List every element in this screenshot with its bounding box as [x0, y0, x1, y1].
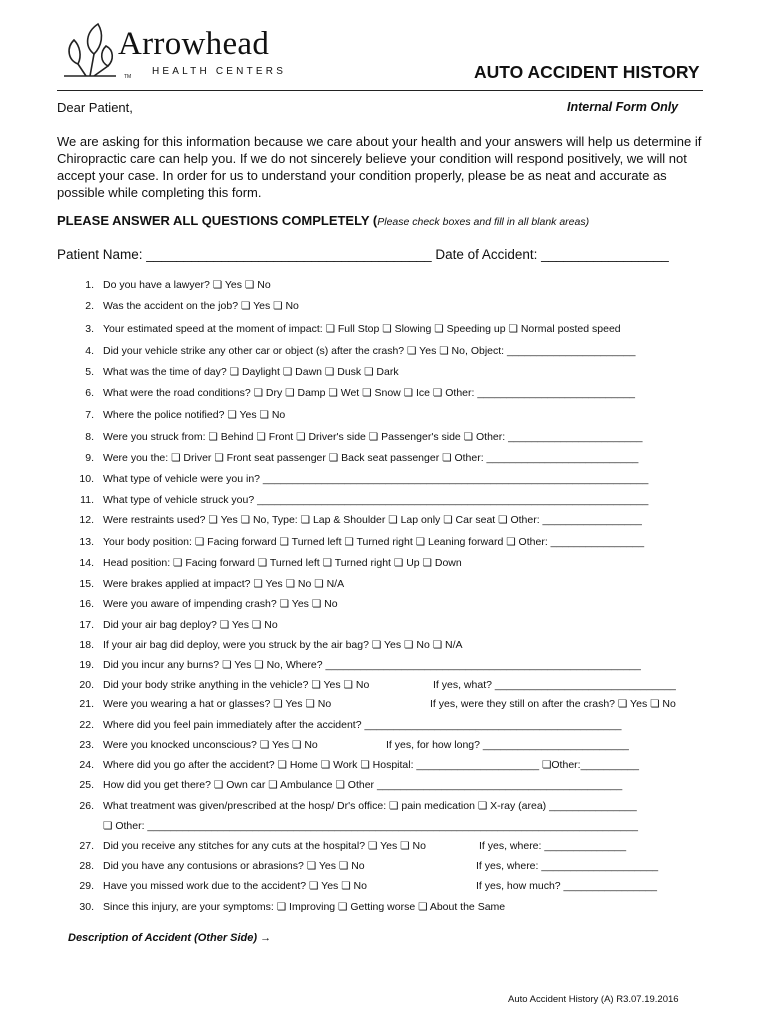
- brand-subtitle: HEALTH CENTERS: [152, 66, 287, 77]
- question-text[interactable]: Where did you feel pain immediately after the accident? ____________________________________________: [103, 719, 622, 731]
- question-text[interactable]: Were restraints used? ❏ Yes ❏ No, Type: ❏ Lap & Shoulder ❏ Lap only ❏ Car seat ❏ Other: _________________: [103, 514, 642, 526]
- leaf-logo-icon: [60, 20, 120, 80]
- question-text[interactable]: What type of vehicle were you in? __________________________________________________________________: [103, 473, 649, 485]
- question-number: 3.: [85, 323, 94, 335]
- question-number: 26.: [79, 800, 94, 812]
- question-text[interactable]: ❏ Other: ____________________________________________________________________________________: [103, 820, 638, 832]
- form-version-footer: Auto Accident History (A) R3.07.19.2016: [508, 994, 679, 1005]
- question-number: 1.: [85, 279, 94, 291]
- question-text[interactable]: Were brakes applied at impact? ❏ Yes ❏ No ❏ N/A: [103, 578, 345, 590]
- question-number: 12.: [79, 514, 94, 526]
- question-number: 27.: [79, 840, 94, 852]
- question-text[interactable]: Did you have any contusions or abrasions? ❏ Yes ❏ No: [103, 860, 365, 872]
- question-number: 14.: [79, 557, 94, 569]
- question-text[interactable]: Did your vehicle strike any other car or object (s) after the crash? ❏ Yes ❏ No, Object: ______________________: [103, 345, 636, 357]
- question-text[interactable]: If your air bag did deploy, were you struck by the air bag? ❏ Yes ❏ No ❏ N/A: [103, 639, 463, 651]
- question-number: 19.: [79, 659, 94, 671]
- question-number: 5.: [85, 366, 94, 378]
- trademark: TM: [124, 74, 132, 80]
- question-followup[interactable]: If yes, were they still on after the crash? ❏ Yes ❏ No: [430, 698, 676, 710]
- question-text[interactable]: What treatment was given/prescribed at the hosp/ Dr's office: ❏ pain medication ❏ X-ray (area) _______________: [103, 800, 637, 812]
- question-number: 4.: [85, 345, 94, 357]
- question-text[interactable]: Where the police notified? ❏ Yes ❏ No: [103, 409, 286, 421]
- description-note: Description of Accident (Other Side) →: [68, 932, 272, 944]
- header-divider: [57, 90, 703, 91]
- greeting: Dear Patient,: [57, 100, 133, 115]
- question-text[interactable]: Were you wearing a hat or glasses? ❏ Yes ❏ No: [103, 698, 332, 710]
- question-number: 23.: [79, 739, 94, 751]
- question-number: 22.: [79, 719, 94, 731]
- question-text[interactable]: Have you missed work due to the accident? ❏ Yes ❏ No: [103, 880, 367, 892]
- question-text[interactable]: What were the road conditions? ❏ Dry ❏ Damp ❏ Wet ❏ Snow ❏ Ice ❏ Other: ___________________________: [103, 387, 636, 399]
- question-number: 7.: [85, 409, 94, 421]
- question-followup[interactable]: If yes, where: ______________: [479, 840, 627, 852]
- question-text[interactable]: Since this injury, are your symptoms: ❏ Improving ❏ Getting worse ❏ About the Same: [103, 901, 506, 913]
- question-number: 30.: [79, 901, 94, 913]
- question-text[interactable]: Was the accident on the job? ❏ Yes ❏ No: [103, 300, 299, 312]
- question-followup[interactable]: If yes, what? _______________________________: [433, 679, 676, 691]
- question-text[interactable]: Do you have a lawyer? ❏ Yes ❏ No: [103, 279, 271, 291]
- question-text[interactable]: What type of vehicle struck you? ___________________________________________________________________: [103, 494, 649, 506]
- question-number: 28.: [79, 860, 94, 872]
- question-text[interactable]: Did your air bag deploy? ❏ Yes ❏ No: [103, 619, 278, 631]
- question-number: 29.: [79, 880, 94, 892]
- question-followup[interactable]: If yes, for how long? _________________________: [386, 739, 629, 751]
- instructions: [57, 213, 589, 228]
- question-followup[interactable]: If yes, where: ____________________: [476, 860, 659, 872]
- form-title: AUTO ACCIDENT HISTORY: [474, 62, 700, 82]
- question-number: 16.: [79, 598, 94, 610]
- internal-note: Internal Form Only: [567, 100, 679, 114]
- question-text[interactable]: Did your body strike anything in the vehicle? ❏ Yes ❏ No: [103, 679, 370, 691]
- question-text[interactable]: What was the time of day? ❏ Daylight ❏ Dawn ❏ Dusk ❏ Dark: [103, 366, 399, 378]
- question-text[interactable]: Your body position: ❏ Facing forward ❏ Turned left ❏ Turned right ❏ Leaning forward ❏ Other: ________________: [103, 536, 645, 548]
- question-text[interactable]: Where did you go after the accident? ❏ Home ❏ Work ❏ Hospital: _____________________ ❏Other:__________: [103, 759, 639, 771]
- question-text[interactable]: Were you struck from: ❏ Behind ❏ Front ❏ Driver's side ❏ Passenger's side ❏ Other: _______________________: [103, 431, 643, 443]
- question-text[interactable]: How did you get there? ❏ Own car ❏ Ambulance ❏ Other __________________________________________: [103, 779, 623, 791]
- question-text[interactable]: Did you incur any burns? ❏ Yes ❏ No, Where? ______________________________________________________: [103, 659, 641, 671]
- question-number: 21.: [79, 698, 94, 710]
- question-number: 15.: [79, 578, 94, 590]
- instructions-note: Please check boxes and fill in all blank areas): [377, 216, 590, 228]
- question-text[interactable]: Were you aware of impending crash? ❏ Yes ❏ No: [103, 598, 338, 610]
- question-number: 13.: [79, 536, 94, 548]
- question-text[interactable]: Head position: ❏ Facing forward ❏ Turned left ❏ Turned right ❏ Up ❏ Down: [103, 557, 462, 569]
- brand-name: Arrowhead: [118, 26, 270, 62]
- intro-paragraph: We are asking for this information because we care about your health and your answers will help us determine if Chiropractic care can help you. If we do not sincerely believe your condition will respond positively, we will not accept your case. In order for us to understand your condition properly, please be as neat and accurate as possible while completing this form.: [57, 134, 702, 200]
- question-followup[interactable]: If yes, how much? ________________: [476, 880, 657, 892]
- question-number: 11.: [80, 494, 94, 506]
- question-text[interactable]: Were you the: ❏ Driver ❏ Front seat passenger ❏ Back seat passenger ❏ Other: __________________________: [103, 452, 639, 464]
- question-number: 17.: [79, 619, 94, 631]
- instructions-main: PLEASE ANSWER ALL QUESTIONS COMPLETELY (: [57, 213, 378, 228]
- question-number: 8.: [85, 431, 94, 443]
- question-text[interactable]: Were you knocked unconscious? ❏ Yes ❏ No: [103, 739, 318, 751]
- question-number: 18.: [79, 639, 94, 651]
- question-number: 25.: [79, 779, 94, 791]
- question-number: 10.: [79, 473, 94, 485]
- question-text[interactable]: Did you receive any stitches for any cuts at the hospital? ❏ Yes ❏ No: [103, 840, 426, 852]
- question-number: 2.: [85, 300, 94, 312]
- question-number: 24.: [79, 759, 94, 771]
- question-text[interactable]: Your estimated speed at the moment of impact: ❏ Full Stop ❏ Slowing ❏ Speeding up ❏ Normal posted speed: [103, 323, 621, 335]
- question-number: 6.: [85, 387, 94, 399]
- question-number: 20.: [79, 679, 94, 691]
- patient-name-row[interactable]: Patient Name: ______________________________________ Date of Accident: _________________: [57, 247, 669, 262]
- question-number: 9.: [85, 452, 94, 464]
